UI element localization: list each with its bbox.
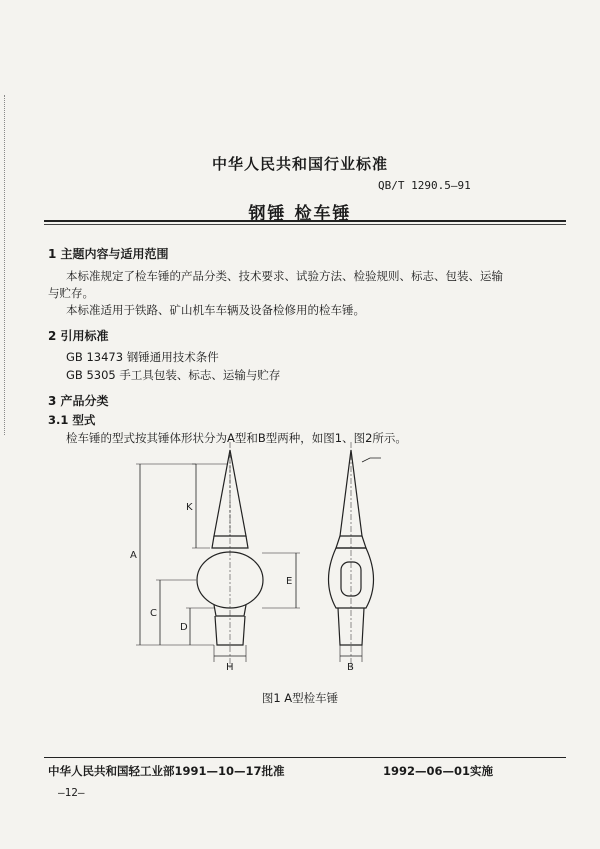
section-1-heading: 1 主题内容与适用范围 [48, 247, 169, 261]
standard-number: QB/T 1290.5—91 [378, 179, 471, 192]
approval-date: 中华人民共和国轻工业部1991—10—17批准 [48, 764, 285, 778]
dim-label-b: B [347, 662, 354, 673]
section-1-para-1-line-1: 本标准规定了检车锤的产品分类、技术要求、试验方法、检验规则、标志、包装、运输 [66, 269, 503, 283]
section-1-para-1-line-2: 与贮存。 [48, 286, 94, 300]
section-3-heading: 3 产品分类 [48, 394, 109, 408]
title-rule-thin [44, 224, 566, 225]
reference-gb-5305: GB 5305 手工具包装、标志、运输与贮存 [66, 368, 281, 382]
effective-date: 1992—06—01实施 [383, 764, 494, 778]
dim-label-h: H [226, 662, 234, 673]
binding-margin-mark [4, 95, 5, 435]
dim-label-k: K [186, 502, 193, 513]
footer-rule [44, 757, 566, 758]
dim-label-d: D [180, 622, 188, 633]
title-rule [44, 220, 566, 222]
section-2-heading: 2 引用标准 [48, 329, 109, 343]
figure-1-caption: 图1 A型检车锤 [261, 691, 339, 705]
section-3-1-para: 检车锤的型式按其锤体形状分为A型和B型两种，如图1、图2所示。 [66, 431, 407, 445]
reference-gb-13473: GB 13473 钢锤通用技术条件 [66, 350, 219, 364]
dim-label-c: C [150, 608, 157, 619]
page-number: —12— [58, 786, 85, 799]
dim-label-a: A [130, 550, 137, 561]
section-3-1-heading: 3.1 型式 [48, 413, 96, 427]
org-title: 中华人民共和国行业标准 [211, 155, 388, 173]
document-title: 钢锤 检车锤 [248, 204, 352, 224]
dim-label-e: E [286, 576, 293, 587]
section-1-para-2: 本标准适用于铁路、矿山机车车辆及设备检修用的检车锤。 [66, 303, 365, 317]
figure-1-a-type-hammer-drawing [0, 440, 600, 685]
